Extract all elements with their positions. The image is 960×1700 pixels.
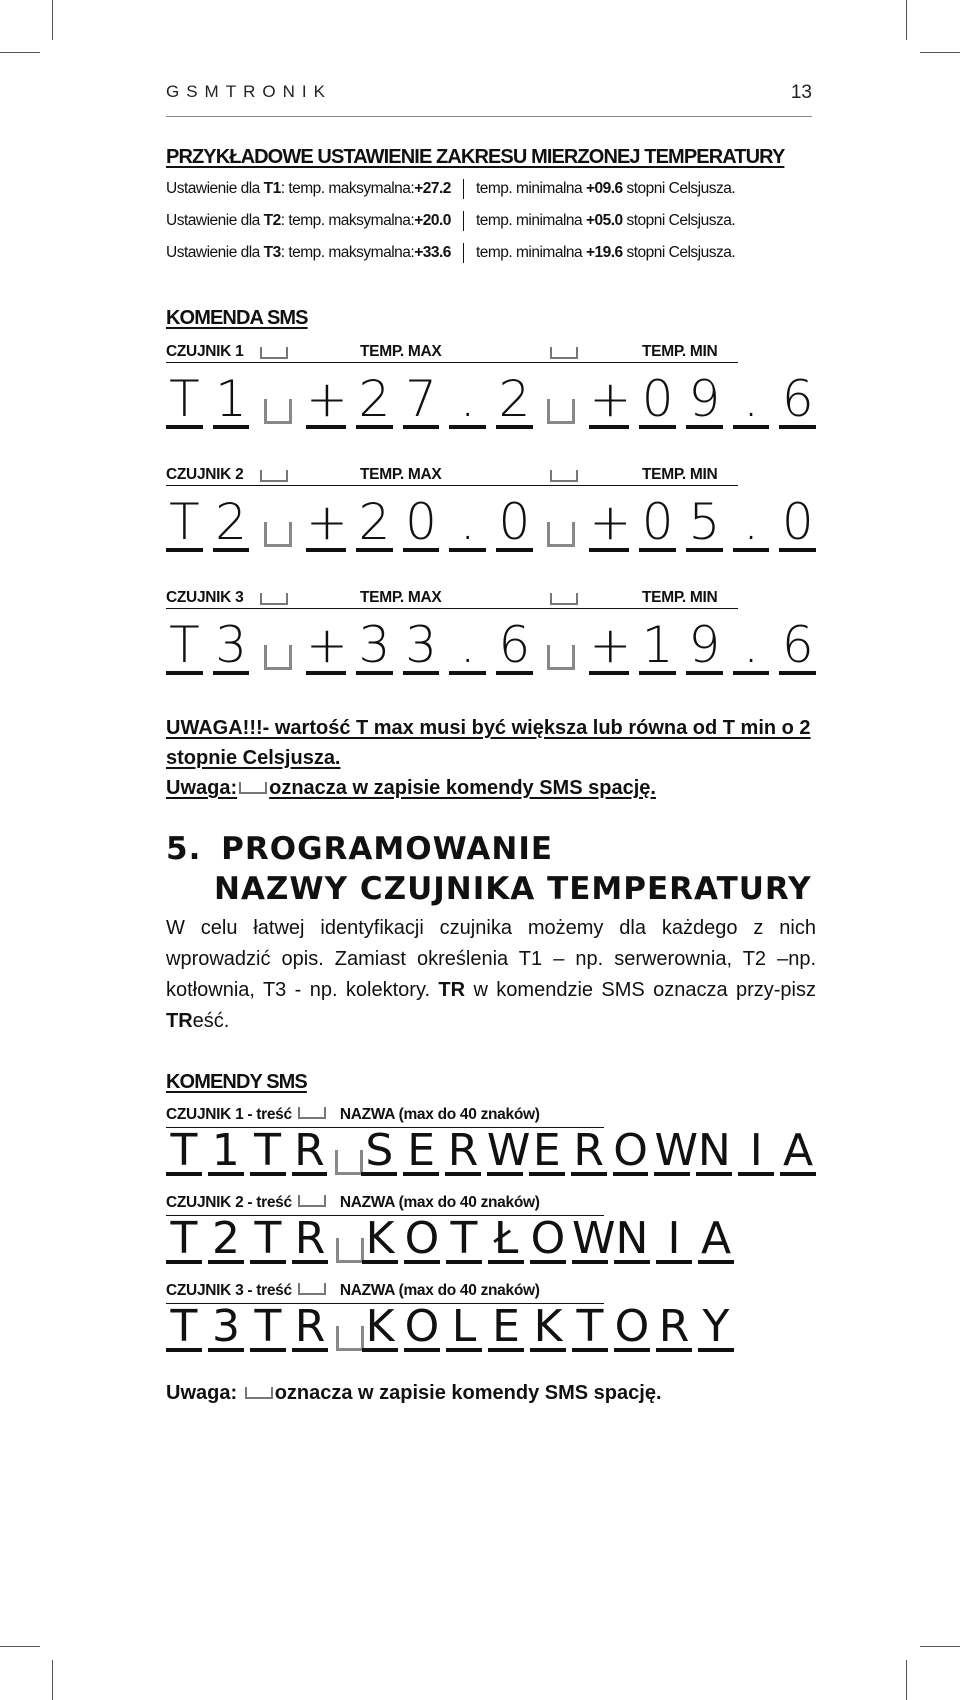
crop-mark xyxy=(0,52,40,53)
space-symbol-icon xyxy=(260,347,288,359)
sms-character: 7 xyxy=(403,373,440,429)
space-cell xyxy=(543,377,580,429)
sms-character: A xyxy=(780,1130,816,1176)
page-number: 13 xyxy=(790,82,812,103)
sms-character: O xyxy=(614,1301,650,1352)
temp-min-label: TEMP. MIN xyxy=(642,589,718,606)
sms-character: 9 xyxy=(686,619,723,675)
body-text-c: eść. xyxy=(192,1010,230,1032)
sms-character: R xyxy=(292,1218,328,1264)
footer-note xyxy=(166,1378,816,1408)
sms-character: T xyxy=(166,496,203,552)
sensor-command-label xyxy=(166,463,738,486)
space-symbol-icon xyxy=(336,1238,364,1263)
page-header xyxy=(166,82,812,117)
space-symbol-icon xyxy=(335,1150,363,1175)
setting-max-text: : temp. maksymalna: xyxy=(280,180,415,197)
sms-character: R xyxy=(292,1306,328,1352)
body-text-a: W celu łatwej identyfikacji czujnika możemy dla każdego z nich wprowadzić opis. Zamiast określenia T1 – np. serwerownia, T2 –np. kotłownia, T3 - np. kolektory. xyxy=(166,917,816,1001)
space-symbol-icon xyxy=(550,470,578,482)
sms-character: O xyxy=(404,1301,440,1352)
sms-character: O xyxy=(613,1125,648,1176)
space-cell xyxy=(259,500,296,552)
sms-character: . xyxy=(733,496,770,552)
sensor-content-label: CZUJNIK 1 - treść xyxy=(166,1106,292,1123)
setting-min-value: +19.6 xyxy=(585,244,623,261)
sms-character: K xyxy=(362,1218,398,1264)
name-label: NAZWA (max do 40 znaków) xyxy=(339,1106,540,1123)
setting-prefix: Ustawienie dla xyxy=(166,180,264,197)
space-note xyxy=(166,773,816,803)
setting-suffix: stopni Celsjusza. xyxy=(622,180,736,197)
space-symbol-icon xyxy=(298,1107,326,1119)
underline xyxy=(166,1303,604,1304)
sms-character: T xyxy=(250,1218,286,1264)
sms-character: . xyxy=(449,373,486,429)
footer-note-prefix: Uwaga: xyxy=(166,1382,238,1404)
sms-character: S xyxy=(361,1130,397,1176)
separator xyxy=(463,243,464,263)
space-symbol-icon xyxy=(264,522,292,547)
setting-min-text: temp. minimalna xyxy=(475,180,586,197)
crop-mark xyxy=(0,1646,40,1647)
setting-sensor: T2 xyxy=(263,212,281,229)
name-label: NAZWA (max do 40 znaków) xyxy=(339,1194,540,1211)
temp-min-label: TEMP. MIN xyxy=(642,466,718,483)
sms-character: 0 xyxy=(779,496,816,552)
sensor-label: CZUJNIK 1 xyxy=(166,343,244,360)
sms-character: K xyxy=(530,1306,566,1352)
space-symbol-icon xyxy=(298,1283,326,1295)
sms-character: W xyxy=(486,1125,531,1176)
sms-character: 2 xyxy=(208,1218,244,1264)
sms-character: + xyxy=(306,370,348,428)
setting-sensor: T1 xyxy=(263,180,281,197)
sms-character: T xyxy=(166,373,203,429)
sms-command-heading: KOMENDA SMS xyxy=(166,307,308,329)
crop-mark xyxy=(920,52,960,53)
sms-character: + xyxy=(589,370,632,428)
sms-character: T xyxy=(446,1218,482,1264)
space-cell xyxy=(543,623,580,675)
sms-characters xyxy=(166,492,816,552)
space-note-prefix: Uwaga: xyxy=(166,777,238,799)
sms-character: R xyxy=(571,1130,607,1176)
space-symbol-icon xyxy=(245,1387,273,1399)
space-cell xyxy=(334,1310,356,1352)
section-title-line2: NAZWY CZUJNIKA TEMPERATURY xyxy=(214,871,812,907)
sms-character: I xyxy=(738,1130,774,1176)
space-cell xyxy=(334,1222,356,1264)
space-symbol-icon xyxy=(336,1326,364,1351)
sms-character: 3 xyxy=(213,619,250,675)
space-symbol-icon xyxy=(550,347,578,359)
name-blocks xyxy=(166,1106,816,1352)
sensor-label: CZUJNIK 3 xyxy=(166,589,244,606)
temp-max-label: TEMP. MAX xyxy=(360,343,442,360)
space-cell xyxy=(543,500,580,552)
sms-character: 3 xyxy=(356,619,393,675)
space-symbol-icon xyxy=(547,645,575,670)
sms-characters xyxy=(166,369,816,429)
page-content xyxy=(166,146,816,1408)
sms-character: W xyxy=(572,1213,616,1264)
section-5 xyxy=(166,829,816,1037)
sms-character: 0 xyxy=(639,373,676,429)
sensor-command-block xyxy=(166,463,816,552)
sms-character: . xyxy=(733,373,770,429)
sms-character: . xyxy=(733,619,770,675)
sms-character: + xyxy=(306,616,348,674)
name-command-label xyxy=(166,1106,816,1128)
section-number: 5. xyxy=(166,831,202,867)
section-title xyxy=(166,829,816,869)
sms-character: E xyxy=(529,1130,565,1176)
setting-prefix: Ustawienie dla xyxy=(166,212,264,229)
setting-line xyxy=(166,209,816,233)
sms-character: 1 xyxy=(639,619,676,675)
sms-character: K xyxy=(362,1306,398,1352)
sms-character: 2 xyxy=(356,373,393,429)
sms-characters xyxy=(166,1301,816,1352)
sms-character: 0 xyxy=(639,496,676,552)
sms-character: E xyxy=(403,1130,439,1176)
name-command-label xyxy=(166,1194,816,1216)
sms-character: T xyxy=(250,1130,286,1176)
space-symbol-icon xyxy=(547,522,575,547)
sms-character: T xyxy=(166,619,203,675)
sms-character: 6 xyxy=(779,373,816,429)
setting-sensor: T3 xyxy=(263,244,281,261)
sms-character: 1 xyxy=(213,373,250,429)
sms-character: Y xyxy=(698,1306,734,1352)
sms-character: N xyxy=(615,1213,649,1264)
space-cell xyxy=(333,1134,355,1176)
sms-character: E xyxy=(488,1306,524,1352)
space-cell xyxy=(259,377,296,429)
sms-character: O xyxy=(530,1213,566,1264)
section-body xyxy=(166,913,816,1037)
sensor-command-block xyxy=(166,340,816,429)
sms-character: 6 xyxy=(779,619,816,675)
crop-mark xyxy=(906,0,907,40)
underline xyxy=(166,1127,604,1128)
name-command-block xyxy=(166,1106,816,1176)
body-tr: TR xyxy=(438,979,466,1001)
example-heading: PRZYKŁADOWE USTAWIENIE ZAKRESU MIERZONEJ TEMPERATURY xyxy=(166,146,785,168)
sms-character: 0 xyxy=(403,496,440,552)
sms-character: 3 xyxy=(208,1306,244,1352)
sms-character: L xyxy=(446,1306,482,1352)
name-command-block xyxy=(166,1194,816,1264)
sms-character: + xyxy=(306,493,348,551)
warning-block xyxy=(166,713,816,803)
sms-character: 2 xyxy=(496,373,533,429)
name-command-block xyxy=(166,1282,816,1352)
sms-character: R xyxy=(292,1130,328,1176)
sms-character: O xyxy=(404,1213,440,1264)
crop-mark xyxy=(52,1660,53,1700)
crop-mark xyxy=(920,1646,960,1647)
setting-prefix: Ustawienie dla xyxy=(166,244,264,261)
space-symbol-icon xyxy=(550,593,578,605)
body-tr2: TR xyxy=(166,1010,193,1032)
space-symbol-icon xyxy=(260,470,288,482)
name-label: NAZWA (max do 40 znaków) xyxy=(339,1282,540,1299)
setting-max-value: +20.0 xyxy=(414,212,451,229)
setting-min-value: +05.0 xyxy=(585,212,623,229)
sms-character: 1 xyxy=(208,1130,244,1176)
sms-character: T xyxy=(166,1218,202,1264)
sms-character: 5 xyxy=(686,496,723,552)
example-lines xyxy=(166,177,816,265)
sms-character: R xyxy=(656,1306,692,1352)
sms-character: 0 xyxy=(496,496,533,552)
space-symbol-icon xyxy=(264,645,292,670)
separator xyxy=(463,211,464,231)
sms-character: R xyxy=(445,1130,481,1176)
temp-min-label: TEMP. MIN xyxy=(642,343,718,360)
sms-commands-heading: KOMENDY SMS xyxy=(166,1071,307,1093)
sms-character: N xyxy=(697,1125,731,1176)
sensor-command-label xyxy=(166,340,738,363)
setting-max-value: +33.6 xyxy=(414,244,451,261)
underline xyxy=(166,1215,604,1216)
sms-character: 6 xyxy=(496,619,533,675)
sms-character: T xyxy=(250,1306,286,1352)
sensor-command-label xyxy=(166,586,738,609)
sms-character: T xyxy=(572,1306,608,1352)
sms-character: A xyxy=(698,1218,734,1264)
warning-text: UWAGA!!!- wartość T max musi być większa lub równa od T min o 2 stopnie Celsjusza. xyxy=(166,717,811,769)
sensor-blocks xyxy=(166,340,816,675)
sms-character: + xyxy=(589,493,632,551)
brand-name: GSMTRONIK xyxy=(166,82,332,101)
sms-character: I xyxy=(656,1218,692,1264)
setting-min-text: temp. minimalna xyxy=(475,212,586,229)
setting-line xyxy=(166,241,816,265)
sms-character: T xyxy=(166,1130,202,1176)
section-title-line1: PROGRAMOWANIE xyxy=(221,831,554,867)
sensor-content-label: CZUJNIK 3 - treść xyxy=(166,1282,292,1299)
space-symbol-icon xyxy=(547,399,575,424)
sms-character: 3 xyxy=(403,619,440,675)
sms-characters xyxy=(166,615,816,675)
space-symbol-icon xyxy=(260,593,288,605)
sensor-command-block xyxy=(166,586,816,675)
sms-character: 2 xyxy=(213,496,250,552)
setting-min-text: temp. minimalna xyxy=(475,244,586,261)
footer-note-text: oznacza w zapisie komendy SMS spację. xyxy=(274,1382,662,1404)
body-text-b: w komendzie SMS oznacza przy-pisz xyxy=(465,979,816,1001)
crop-mark xyxy=(906,1660,907,1700)
setting-line xyxy=(166,177,816,201)
space-symbol-icon xyxy=(239,782,267,794)
setting-suffix: stopni Celsjusza. xyxy=(622,212,736,229)
sms-character: W xyxy=(654,1125,698,1176)
separator xyxy=(463,179,464,199)
sms-character: T xyxy=(166,1306,202,1352)
space-cell xyxy=(259,623,296,675)
setting-max-text: : temp. maksymalna: xyxy=(280,244,415,261)
sms-character: 9 xyxy=(686,373,723,429)
temp-max-label: TEMP. MAX xyxy=(360,589,442,606)
setting-min-value: +09.6 xyxy=(585,180,623,197)
sms-character: Ł xyxy=(488,1218,524,1264)
sms-character: 2 xyxy=(356,496,393,552)
setting-max-text: : temp. maksymalna: xyxy=(280,212,415,229)
sensor-label: CZUJNIK 2 xyxy=(166,466,244,483)
sms-characters xyxy=(166,1125,816,1176)
sms-character: . xyxy=(449,496,486,552)
space-note-text: oznacza w zapisie komendy SMS spację. xyxy=(269,777,656,799)
space-symbol-icon xyxy=(264,399,292,424)
setting-suffix: stopni Celsjusza. xyxy=(622,244,736,261)
space-symbol-icon xyxy=(298,1195,326,1207)
sensor-content-label: CZUJNIK 2 - treść xyxy=(166,1194,292,1211)
crop-mark xyxy=(52,0,53,40)
sms-characters xyxy=(166,1213,816,1264)
setting-max-value: +27.2 xyxy=(414,180,451,197)
temp-max-label: TEMP. MAX xyxy=(360,466,442,483)
sms-character: + xyxy=(589,616,632,674)
name-command-label xyxy=(166,1282,816,1304)
sms-character: . xyxy=(449,619,486,675)
